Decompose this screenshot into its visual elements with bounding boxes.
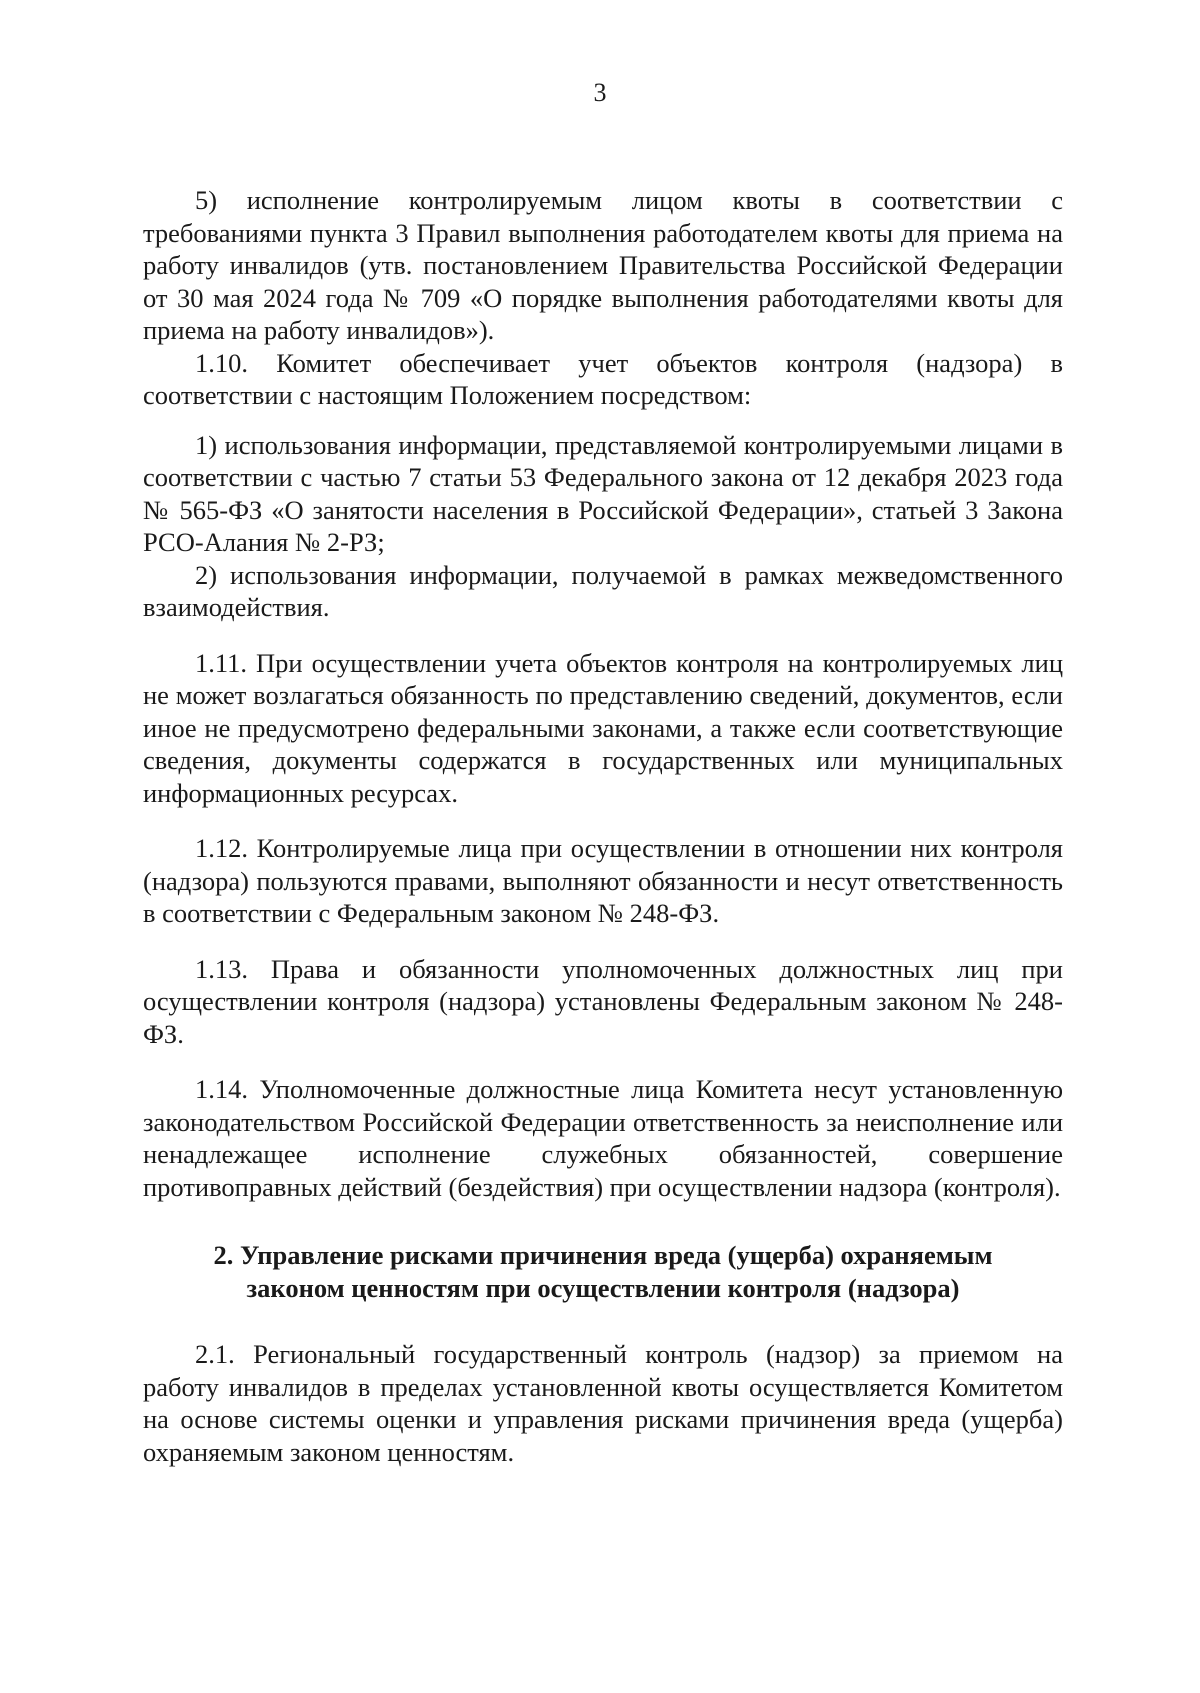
paragraph-1-14: 1.14. Уполномоченные должностные лица Комитета несут установленную законодательством Российской Федерации ответственность за неисполнение или ненадлежащее исполнение служебных обязанностей, совершение противоправных действий (бездействия) при осуществлении надзора (контроля). [143, 1074, 1063, 1202]
document-body [143, 184, 1063, 1468]
paragraph-1-10-item-2: 2) использования информации, получаемой в рамках межведомственного взаимодействия. [143, 559, 1063, 622]
section-heading: 2. Управление рисками причинения вреда (ущерба) охраняемым законом ценностям при осуществлении контроля (надзора) [213, 1240, 993, 1303]
paragraph-1-12: 1.12. Контролируемые лица при осуществлении в отношении них контроля (надзора) пользуются правами, выполняют обязанности и несут ответственность в соответствии с Федеральным законом № 248-ФЗ. [143, 833, 1063, 928]
paragraph-1-11: 1.11. При осуществлении учета объектов контроля на контролируемых лиц не может возлагаться обязанность по представлению сведений, документов, если иное не предусмотрено федеральными законами, а также если соответствующие сведения, документы содержатся в государственных или муниципальных информационных ресурсах. [143, 647, 1063, 808]
paragraph-1-10-item-1: 1) использования информации, представляемой контролируемыми лицами в соответствии с частью 7 статьи 53 Федерального закона от 12 декабря 2023 года № 565-ФЗ «О занятости населения в Российской Федерации», статьей 3 Закона РСО-Алания № 2-РЗ; [143, 429, 1063, 557]
paragraph-1-13: 1.13. Права и обязанности уполномоченных должностных лиц при осуществлении контроля (надзора) установлены Федеральным законом № 248-ФЗ. [143, 953, 1063, 1049]
paragraph-2-1: 2.1. Региональный государственный контроль (надзор) за приемом на работу инвалидов в пределах установленной квоты осуществляется Комитетом на основе системы оценки и управления рисками причинения вреда (ущерба) охраняемым законом ценностям. [143, 1339, 1063, 1467]
page-number: 3 [593, 78, 607, 107]
paragraph-1-10: 1.10. Комитет обеспечивает учет объектов контроля (надзора) в соответствии с настоящим Положением посредством: [143, 347, 1063, 410]
paragraph-item-5: 5) исполнение контролируемым лицом квоты в соответствии с требованиями пункта 3 Правил выполнения работодателем квоты для приема на работу инвалидов (утв. постановлением Правительства Российской Федерации от 30 мая 2024 года № 709 «О порядке выполнения работодателями квоты для приема на работу инвалидов»). [143, 185, 1063, 345]
